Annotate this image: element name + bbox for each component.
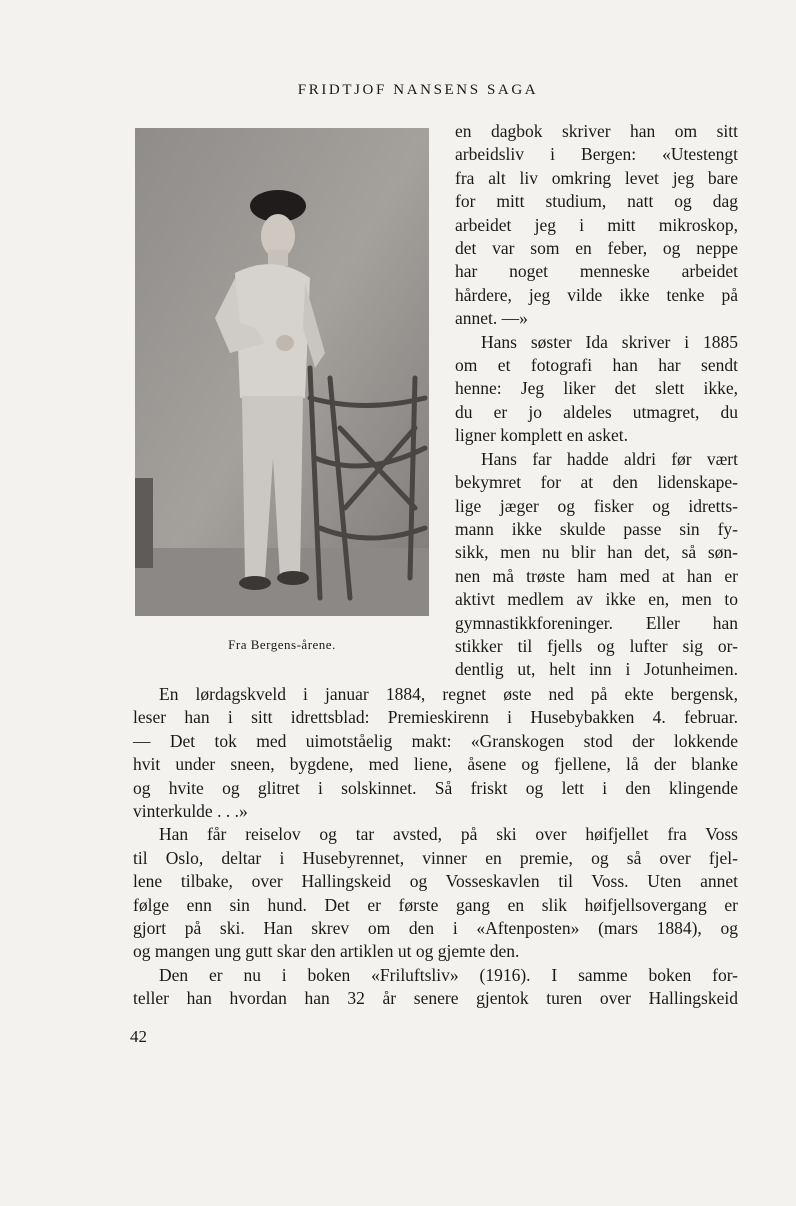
text-line: sikk, men nu blir han det, så søn-: [455, 542, 738, 563]
text-line: stikker til fjells og lufter sig or-: [455, 635, 738, 656]
text-line: annet. —»: [455, 308, 528, 329]
text-line: har noget menneske arbeidet: [455, 261, 738, 282]
text-line: og mangen ung gutt skar den artiklen ut og gjemte den.: [133, 941, 520, 962]
text-line: leser han i sitt idrettsblad: Premieskirenn i Husebybakken 4. februar.: [133, 707, 738, 728]
text-line: arbeidsliv i Bergen: «Utestengt: [455, 144, 738, 165]
text-line: bekymret for at den lidenskape-: [455, 472, 738, 493]
text-line: arbeidet jeg i mitt mikroskop,: [455, 214, 738, 235]
text-line: ligner komplett en asket.: [455, 425, 629, 446]
text-line: og hvite og glitret i solskinnet. Så friskt og lett i den klingende: [133, 777, 738, 798]
full-width-text: [133, 683, 738, 1011]
text-line: dentlig ut, helt inn i Jotunheimen.: [455, 659, 738, 680]
text-line: vinterkulde . . .»: [133, 801, 248, 822]
text-line: gymnastikkforeninger. Eller han: [455, 612, 738, 633]
running-title: FRIDTJOF NANSENS SAGA: [297, 82, 539, 98]
text-line: henne: Jeg liker det slett ikke,: [455, 378, 738, 399]
text-line: for mitt studium, natt og dag: [455, 191, 738, 212]
text-line: En lørdagskveld i januar 1884, regnet øste ned på ekte bergensk,: [159, 684, 738, 704]
text-line: du er jo aldeles utmagret, du: [455, 401, 738, 422]
side-column-text: [455, 120, 738, 682]
text-line: om et fotografi han har sendt: [455, 355, 738, 376]
figure-caption: Fra Bergens-årene.: [228, 637, 336, 652]
text-line: en dagbok skriver han om sitt: [455, 121, 738, 141]
text-line: hårdere, jeg vilde ikke tenke på: [455, 284, 738, 305]
text-line: aktivt medlem av ikke en, men to: [455, 589, 738, 610]
text-line: gjort på ski. Han skrev om den i «Aftenposten» (mars 1884), og: [133, 918, 738, 939]
text-line: til Oslo, deltar i Husebyrennet, vinner en premie, og så over fjel-: [133, 847, 738, 868]
text-line: følge enn sin hund. Det er første gang en slik høifjellsovergang er: [133, 894, 738, 915]
text-line: Hans søster Ida skriver i 1885: [481, 331, 738, 352]
text-line: nen må trøste ham med at han er: [455, 565, 738, 586]
text-line: lene tilbake, over Hallingskeid og Vosseskavlen til Voss. Uten annet: [133, 871, 738, 892]
text-line: mann ikke skulde passe sin fy-: [455, 518, 738, 539]
text-line: — Det tok med uimotståelig makt: «Granskogen stod der lokkende: [133, 730, 738, 751]
portrait-photograph: [135, 128, 429, 616]
text-line: teller han hvordan han 32 år senere gjentok turen over Hallingskeid: [133, 988, 738, 1009]
text-line: hvit under sneen, bygdene, med liene, åsene og fjellene, lå der blanke: [133, 754, 738, 775]
text-line: Han får reiselov og tar avsted, på ski over høifjellet fra Voss: [159, 824, 738, 845]
text-line: lige jæger og fisker og idretts-: [455, 495, 738, 516]
text-line: fra alt liv omkring levet jeg bare: [455, 167, 738, 188]
text-line: det var som en feber, og neppe: [455, 238, 738, 259]
page-number: 42: [130, 1027, 147, 1046]
text-line: Hans far hadde aldri før vært: [481, 448, 738, 469]
text-line: Den er nu i boken «Friluftsliv» (1916). I samme boken for-: [159, 964, 738, 985]
